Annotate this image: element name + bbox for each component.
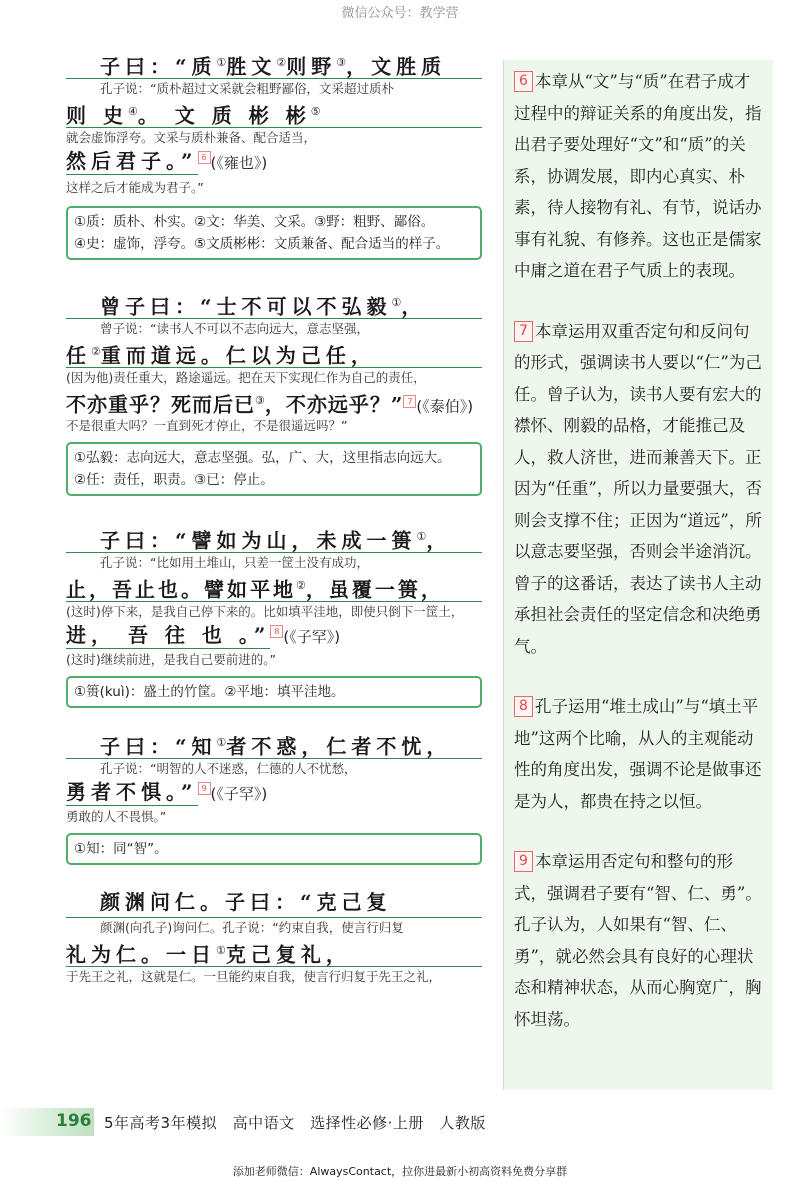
annotation-line: ①质：质朴、朴实。②文：华美、文采。③野：粗野、鄙俗。 [74, 214, 435, 230]
book-title: 5年高考3年模拟 高中语文 选择性必修·上册 人教版 [104, 1114, 486, 1132]
translation-line: 颜渊(向孔子)询问仁。孔子说：“约束自我，使言行归复 [100, 920, 404, 935]
translation-line: 孔子说：“质朴超过文采就会粗野鄙俗，文采超过质朴 [100, 81, 394, 96]
comment-marker[interactable]: 6 [198, 151, 211, 164]
comment-number: 6 [514, 71, 533, 92]
translation-line: 这样之后才能成为君子。” [66, 180, 204, 195]
comment-number: 9 [514, 851, 533, 872]
original-line: 然后君子。” 6 (《雍也》) [66, 149, 268, 173]
comment-marker[interactable]: 7 [403, 395, 416, 408]
original-line: 子曰：“譬如为山，未成一篑①， [66, 524, 482, 553]
annotation-box [66, 833, 482, 865]
annotation-line: ①弘毅：志向远大，意志坚强。弘，广、大，这里指志向远大。 [74, 450, 451, 466]
page-footer [0, 1108, 800, 1136]
passage-taibo [66, 290, 482, 496]
annotation-line: ②任：责任，职责。③已：停止。 [74, 472, 274, 488]
commentary-7: 7 本章运用双重否定句和反问句的形式，强调读书人要以“仁”为己任。曾子认为，读书人要有宏大的襟怀、刚毅的品格，才能推己及人，救人济世，进而兼善天下。正因为“任重”，所以力量要强大，否则会支撑不住；正因为“道远”，所以意志要坚强，否则会半途消沉。曾子的这番话，表达了读书人主动承担社会责任的坚定信念和决绝勇气。 [514, 321, 762, 656]
passage-zihan-2 [66, 730, 482, 865]
comment-number: 8 [514, 696, 533, 717]
top-watermark: 微信公众号：教学营 [341, 6, 459, 21]
comment-number: 7 [514, 321, 533, 342]
translation-line: 曾子说：“读书人不可以不志向远大，意志坚强， [100, 321, 369, 336]
passage-yanyuan [66, 889, 482, 987]
annotation-line: ④史：虚饰，浮夸。⑤文质彬彬：文质兼备、配合适当的样子。 [74, 236, 450, 252]
original-line: 不亦重乎？死而后已③，不亦远乎？” 7 (《泰伯》) [66, 388, 482, 416]
annotation-line: ①知：同“智”。 [74, 841, 168, 857]
original-line: 勇者不惧。” 9 (《子罕》) [66, 780, 268, 804]
bottom-watermark: 添加老师微信：AlwaysContact，拉你进最新小初高资料免费分享群 [232, 1165, 568, 1178]
commentary-sidebar [503, 60, 773, 1090]
annotation-line: ①篑(kuì)：盛土的竹筐。②平地：填平洼地。 [74, 684, 345, 700]
annotation-box [66, 442, 482, 496]
translation-line: 勇敢的人不畏惧。” [66, 809, 167, 824]
comment-marker[interactable]: 8 [270, 625, 283, 638]
translation-line: 孔子说：“明智的人不迷惑，仁德的人不忧愁， [100, 761, 357, 776]
page-number: 196 [56, 1111, 92, 1131]
text-column [66, 50, 482, 987]
commentary-9: 9 本章运用否定句和整句的形式，强调君子要有“智、仁、勇”。孔子认为，人如果有“智、仁、勇”，就必然会具有良好的心理状态和精神状态，从而心胸宽广，胸怀坦荡。 [514, 852, 762, 1029]
translation-line: (这时)继续前进，是我自己要前进的。” [66, 652, 276, 667]
annotation-box [66, 676, 482, 708]
original-line: 曾子曰：“士不可以不弘毅①， [66, 290, 482, 319]
original-line: 进， 吾 往 也 。” 8 (《子罕》) [66, 623, 341, 647]
source-label: (《子罕》) [283, 628, 341, 646]
translation-line: (这时)停下来，是我自己停下来的。比如填平洼地，即使只倒下一筐土， [66, 604, 464, 619]
passage-yongye [66, 50, 482, 260]
original-line: 子曰：“质①胜文②则野③，文胜质 [66, 50, 482, 79]
original-line: 止，吾止也。譬如平地②，虽覆一篑， [66, 573, 482, 602]
translation-line: 就会虚饰浮夸。文采与质朴兼备、配合适当， [66, 130, 317, 145]
commentary-8: 8 孔子运用“堆土成山”与“填土平地”这两个比喻，从人的主观能动性的角度出发，强调不论是做事还是为人，都贵在持之以恒。 [514, 697, 762, 811]
source-label: (《泰伯》) [416, 397, 474, 416]
original-line: 任②重而道远。仁以为己任， [66, 339, 482, 368]
translation-line: 孔子说：“比如用土堆山，只差一筐土没有成功， [100, 555, 369, 570]
translation-line: (因为他)责任重大，路途遥远。把在天下实现仁作为自己的责任， [66, 370, 426, 385]
translation-line: 于先王之礼，这就是仁。一旦能约束自我，使言行归复于先王之礼， [66, 969, 442, 984]
source-label: (《子罕》) [210, 785, 268, 803]
original-line: 子曰：“知①者不惑，仁者不忧， [66, 730, 482, 759]
source-label: (《雍也》) [210, 154, 268, 172]
original-line: 颜渊问仁。子曰：“克己复 [66, 889, 482, 918]
original-line: 则 史④。 文 质 彬 彬⑤ [66, 99, 482, 128]
passage-zihan-1 [66, 524, 482, 708]
original-line: 礼为仁。一日①克己复礼， [66, 938, 482, 967]
commentary-6: 6 本章从“文”与“质”在君子成才过程中的辩证关系的角度出发，指出君子要处理好“文”和“质”的关系，协调发展，即内心真实、朴素，待人接物有礼、有节，说话办事有礼貌、有修养。这也正是儒家中庸之道在君子气质上的表现。 [514, 72, 762, 280]
translation-line: 不是很重大吗？一直到死才停止，不是很遥远吗？” [66, 418, 348, 433]
comment-marker[interactable]: 9 [198, 782, 211, 795]
annotation-box [66, 206, 482, 260]
